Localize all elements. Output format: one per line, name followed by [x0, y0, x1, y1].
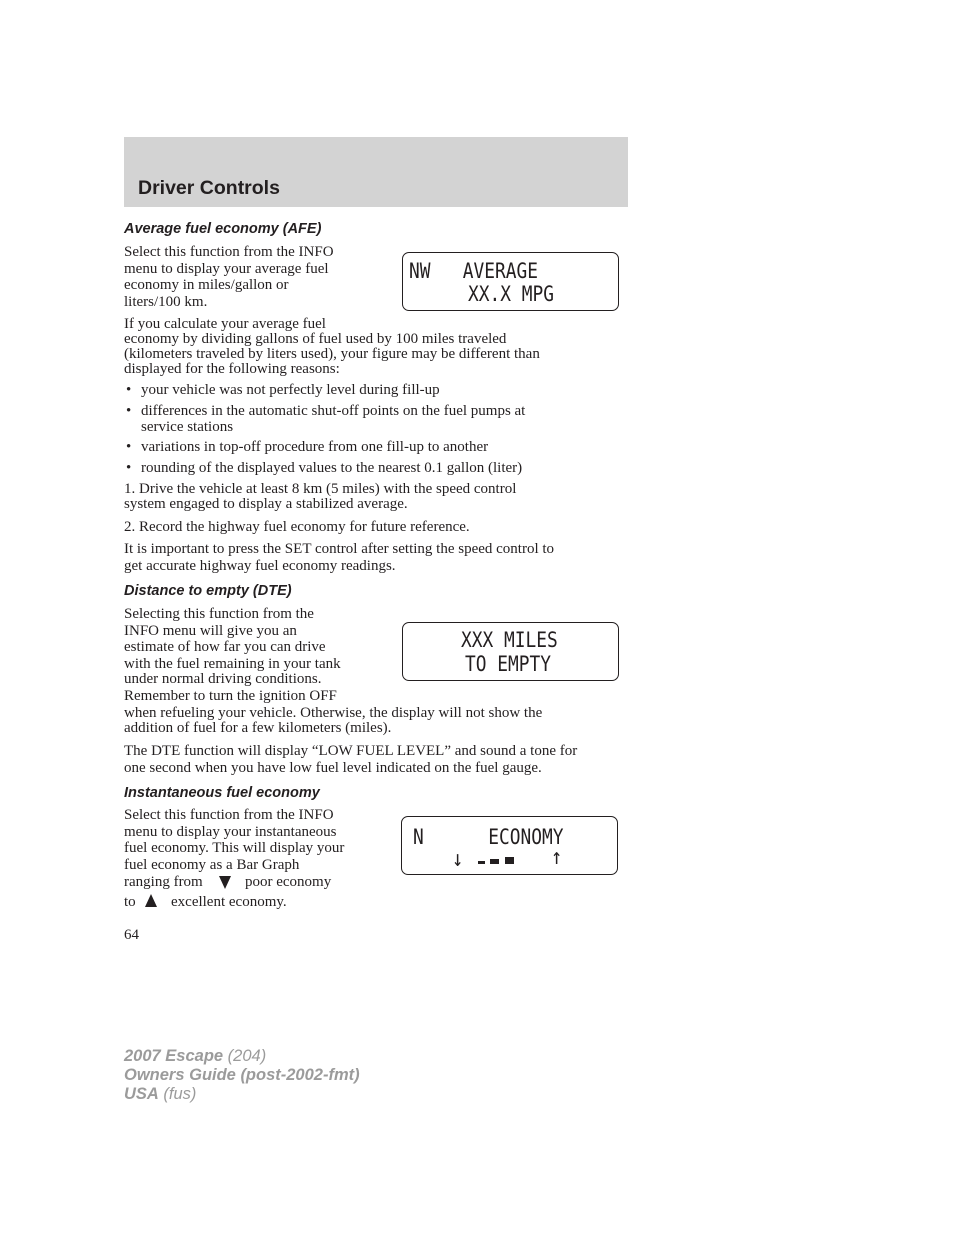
arrow-up-icon: ↑: [551, 845, 563, 870]
afe-message-display: [402, 252, 619, 311]
ife-display-line-1: N ECONOMY: [413, 825, 564, 849]
dte-line-7: when refueling your vehicle. Otherwise, the display will not show the: [124, 704, 543, 721]
dte-heading: Distance to empty (DTE): [124, 583, 292, 599]
afe-calc-line-4: displayed for the following reasons:: [124, 361, 340, 377]
bullet-dot: •: [126, 460, 132, 476]
afe-step-1-line-2: system engaged to display a stabilized average.: [124, 496, 408, 512]
ife-line-2: menu to display your instantaneous: [124, 824, 337, 840]
footer-line-3: USA (fus): [124, 1085, 197, 1103]
afe-note-line-1: It is important to press the SET control after setting the speed control to: [124, 541, 555, 557]
section-title: Driver Controls: [138, 177, 280, 199]
ife-heading: Instantaneous fuel economy: [124, 785, 320, 801]
dte-line-2: INFO menu will give you an: [124, 622, 297, 639]
section-header-band: [124, 137, 628, 207]
document-footer: [124, 1047, 360, 1104]
dte-low-fuel-line-2: one second when you have low fuel level indicated on the fuel gauge.: [124, 759, 542, 776]
dte-message-display: [402, 622, 619, 681]
up-triangle-icon: [145, 894, 157, 907]
afe-note-line-2: get accurate highway fuel economy readings.: [124, 558, 396, 574]
ife-excellent-economy: excellent economy.: [171, 894, 287, 910]
afe-bullet-4: • rounding of the displayed values to the nearest 0.1 gallon (liter): [126, 460, 523, 476]
dte-line-1: Selecting this function from the: [124, 606, 314, 622]
ife-message-display: [401, 816, 618, 875]
dte-line-6: Remember to turn the ignition OFF: [124, 688, 337, 704]
afe-intro-line-2: menu to display your average fuel: [124, 260, 329, 277]
bullet-dot: •: [126, 382, 132, 398]
bar-graph-segment-1: [478, 861, 485, 864]
afe-calc-line-2: economy by dividing gallons of fuel used by 100 miles traveled: [124, 331, 507, 347]
ife-to: to: [124, 894, 136, 910]
afe-step-1-line-1: 1. Drive the vehicle at least 8 km (5 miles) with the speed control: [124, 481, 517, 497]
afe-step-2: 2. Record the highway fuel economy for future reference.: [124, 519, 470, 535]
down-triangle-icon: [219, 876, 231, 889]
dte-line-3: estimate of how far you can drive: [124, 639, 326, 655]
afe-bullet-2: • differences in the automatic shut-off points on the fuel pumps at service stations: [126, 403, 526, 436]
footer-line-2: Owners Guide (post-2002-fmt): [124, 1066, 360, 1084]
footer-line-1: 2007 Escape (204): [124, 1047, 267, 1065]
afe-display-line-1: NW AVERAGE: [409, 259, 538, 283]
ife-ranging-from: ranging from: [124, 874, 203, 890]
bullet-dot: •: [126, 439, 132, 455]
afe-calc-line-3: (kilometers traveled by liters used), your figure may be different than: [124, 346, 540, 362]
dte-line-8: addition of fuel for a few kilometers (miles).: [124, 720, 392, 736]
dte-line-5: under normal driving conditions.: [124, 671, 322, 687]
afe-intro-line-3: economy in miles/gallon or: [124, 277, 289, 293]
afe-bullet-1: • your vehicle was not perfectly level during fill-up: [126, 382, 440, 398]
bar-graph-segment-3: [505, 857, 514, 864]
afe-intro-line-1: Select this function from the INFO: [124, 244, 334, 260]
dte-display-line-2: TO EMPTY: [465, 652, 551, 676]
bar-graph-segment-2: [490, 859, 499, 864]
dte-line-4: with the fuel remaining in your tank: [124, 655, 341, 672]
afe-bullet-3: • variations in top-off procedure from one fill-up to another: [126, 439, 489, 455]
ife-poor-economy: poor economy: [245, 874, 332, 890]
ife-line-4: fuel economy as a Bar Graph: [124, 856, 300, 873]
arrow-down-icon: ↓: [452, 847, 464, 872]
ife-line-1: Select this function from the INFO: [124, 807, 334, 823]
ife-line-3: fuel economy. This will display your: [124, 840, 345, 856]
dte-display-line-1: XXX MILES: [461, 628, 558, 652]
dte-low-fuel-line-1: The DTE function will display “LOW FUEL LEVEL” and sound a tone for: [124, 743, 578, 759]
afe-calc-line-1: If you calculate your average fuel: [124, 316, 326, 332]
afe-heading: Average fuel economy (AFE): [124, 221, 322, 237]
bullet-dot: •: [126, 403, 132, 419]
afe-intro-line-4: liters/100 km.: [124, 293, 208, 310]
page-number: 64: [124, 927, 139, 943]
afe-display-line-2: XX.X MPG: [468, 282, 554, 306]
